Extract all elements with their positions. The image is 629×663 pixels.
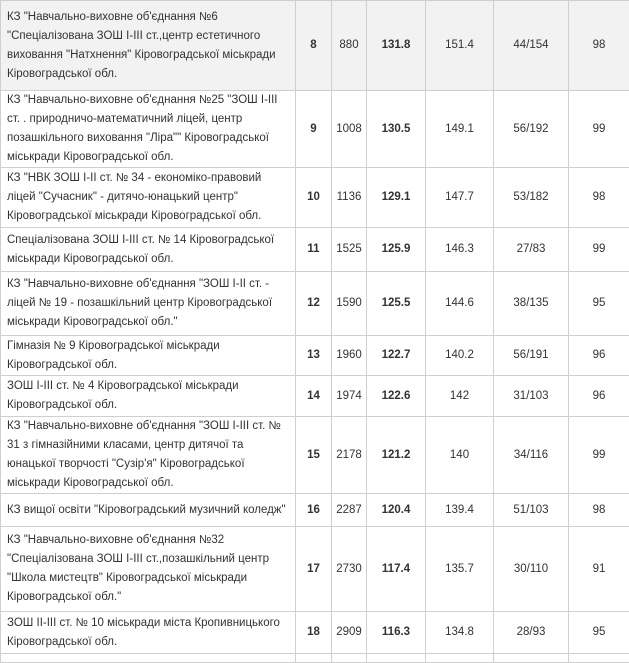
score-cell: 116.3: [367, 612, 426, 654]
empty-cell: [426, 654, 494, 663]
empty-cell: [494, 654, 569, 663]
table-body: [1, 1, 629, 663]
position-cell: 1525: [332, 228, 367, 272]
empty-cell: [1, 654, 296, 663]
school-name-cell: Гімназія № 9 Кіровоградської міськради Кіровоградської обл.: [1, 336, 296, 376]
max-score-cell: 139.4: [426, 494, 494, 527]
school-name-cell: КЗ вищої освіти "Кіровоградський музичний коледж": [1, 494, 296, 527]
score-cell: 117.4: [367, 527, 426, 612]
score-cell: 120.4: [367, 494, 426, 527]
school-name-cell: КЗ "Навчально-виховне об'єднання №32 "Спеціалізована ЗОШ І-ІІІ ст.,позашкільний центр "Школа мистецтв" Кіровоградської міськради Кіровоградської обл.": [1, 527, 296, 612]
max-score-cell: 140.2: [426, 336, 494, 376]
school-name-cell: ЗОШ ІІ-ІІІ ст. № 10 міськради міста Кропивницького Кіровоградської обл.: [1, 612, 296, 654]
table-row: [1, 494, 629, 527]
rank-cell: 18: [296, 612, 332, 654]
score-cell: 130.5: [367, 91, 426, 168]
max-score-cell: 142: [426, 376, 494, 417]
score-cell: 125.5: [367, 272, 426, 336]
ratio-cell: 56/192: [494, 91, 569, 168]
percent-cell: 91: [569, 527, 629, 612]
rank-cell: 11: [296, 228, 332, 272]
percent-cell: 95: [569, 272, 629, 336]
ratio-cell: 56/191: [494, 336, 569, 376]
school-name-cell: КЗ "Навчально-виховне об'єднання №25 "ЗОШ І-ІІІ ст. . природничо-математичний ліцей, центр позашкільного виховання "Ліра"" Кіровоградської міськради Кіровоградської обл.: [1, 91, 296, 168]
school-name-cell: КЗ "Навчально-виховне об'єднання "ЗОШ І-ІІІ ст. № 31 з гімназійними класами, центр дитячої та юнацької творчості "Сузір'я" Кіровоградської міськради Кіровоградської обл.: [1, 417, 296, 494]
percent-cell: 99: [569, 91, 629, 168]
percent-cell: 96: [569, 336, 629, 376]
table-row: [1, 527, 629, 612]
table-row: [1, 91, 629, 168]
max-score-cell: 134.8: [426, 612, 494, 654]
position-cell: 2178: [332, 417, 367, 494]
score-cell: 121.2: [367, 417, 426, 494]
position-cell: 880: [332, 1, 367, 91]
empty-cell: [296, 654, 332, 663]
table-row: [1, 272, 629, 336]
table-row-partial: [1, 654, 629, 663]
position-cell: 1136: [332, 168, 367, 228]
max-score-cell: 147.7: [426, 168, 494, 228]
table-row: [1, 336, 629, 376]
empty-cell: [569, 654, 629, 663]
position-cell: 2730: [332, 527, 367, 612]
position-cell: 1008: [332, 91, 367, 168]
ratio-cell: 38/135: [494, 272, 569, 336]
position-cell: 1974: [332, 376, 367, 417]
school-name-cell: КЗ "НВК ЗОШ І-ІІ ст. № 34 - економіко-правовий ліцей "Сучасник" - дитячо-юнацький центр" Кіровоградської міськради Кіровоградської обл.: [1, 168, 296, 228]
empty-cell: [332, 654, 367, 663]
rank-cell: 15: [296, 417, 332, 494]
percent-cell: 98: [569, 494, 629, 527]
max-score-cell: 144.6: [426, 272, 494, 336]
percent-cell: 99: [569, 417, 629, 494]
ratio-cell: 27/83: [494, 228, 569, 272]
percent-cell: 95: [569, 612, 629, 654]
school-name-cell: КЗ "Навчально-виховне об'єднання "ЗОШ І-ІІ ст. - ліцей № 19 - позашкільний центр Кіровоградської міськради Кіровоградської обл.": [1, 272, 296, 336]
score-cell: 125.9: [367, 228, 426, 272]
rank-cell: 8: [296, 1, 332, 91]
score-cell: 122.6: [367, 376, 426, 417]
rank-cell: 13: [296, 336, 332, 376]
position-cell: 1590: [332, 272, 367, 336]
ratio-cell: 28/93: [494, 612, 569, 654]
empty-cell: [367, 654, 426, 663]
table-row: [1, 612, 629, 654]
table-row: [1, 228, 629, 272]
rank-cell: 9: [296, 91, 332, 168]
school-name-cell: КЗ "Навчально-виховне об'єднання №6 "Спеціалізована ЗОШ І-ІІІ ст.,центр естетичного виховання "Натхнення" Кіровоградської міськради Кіровоградської обл.: [1, 1, 296, 91]
position-cell: 2909: [332, 612, 367, 654]
max-score-cell: 135.7: [426, 527, 494, 612]
position-cell: 1960: [332, 336, 367, 376]
max-score-cell: 151.4: [426, 1, 494, 91]
max-score-cell: 146.3: [426, 228, 494, 272]
rank-cell: 10: [296, 168, 332, 228]
score-cell: 129.1: [367, 168, 426, 228]
table-row: [1, 1, 629, 91]
position-cell: 2287: [332, 494, 367, 527]
table-row: [1, 417, 629, 494]
ratio-cell: 51/103: [494, 494, 569, 527]
percent-cell: 98: [569, 168, 629, 228]
percent-cell: 96: [569, 376, 629, 417]
ratio-cell: 31/103: [494, 376, 569, 417]
table-row: [1, 376, 629, 417]
rank-cell: 17: [296, 527, 332, 612]
score-cell: 131.8: [367, 1, 426, 91]
max-score-cell: 149.1: [426, 91, 494, 168]
ratio-cell: 53/182: [494, 168, 569, 228]
ratio-cell: 44/154: [494, 1, 569, 91]
rank-cell: 12: [296, 272, 332, 336]
percent-cell: 98: [569, 1, 629, 91]
percent-cell: 99: [569, 228, 629, 272]
ratio-cell: 30/110: [494, 527, 569, 612]
school-name-cell: ЗОШ І-ІІІ ст. № 4 Кіровоградської міськради Кіровоградської обл.: [1, 376, 296, 417]
rank-cell: 16: [296, 494, 332, 527]
ratio-cell: 34/116: [494, 417, 569, 494]
score-cell: 122.7: [367, 336, 426, 376]
rank-cell: 14: [296, 376, 332, 417]
table-row: [1, 168, 629, 228]
school-name-cell: Спеціалізована ЗОШ І-ІІІ ст. № 14 Кіровоградської міськради Кіровоградської обл.: [1, 228, 296, 272]
max-score-cell: 140: [426, 417, 494, 494]
